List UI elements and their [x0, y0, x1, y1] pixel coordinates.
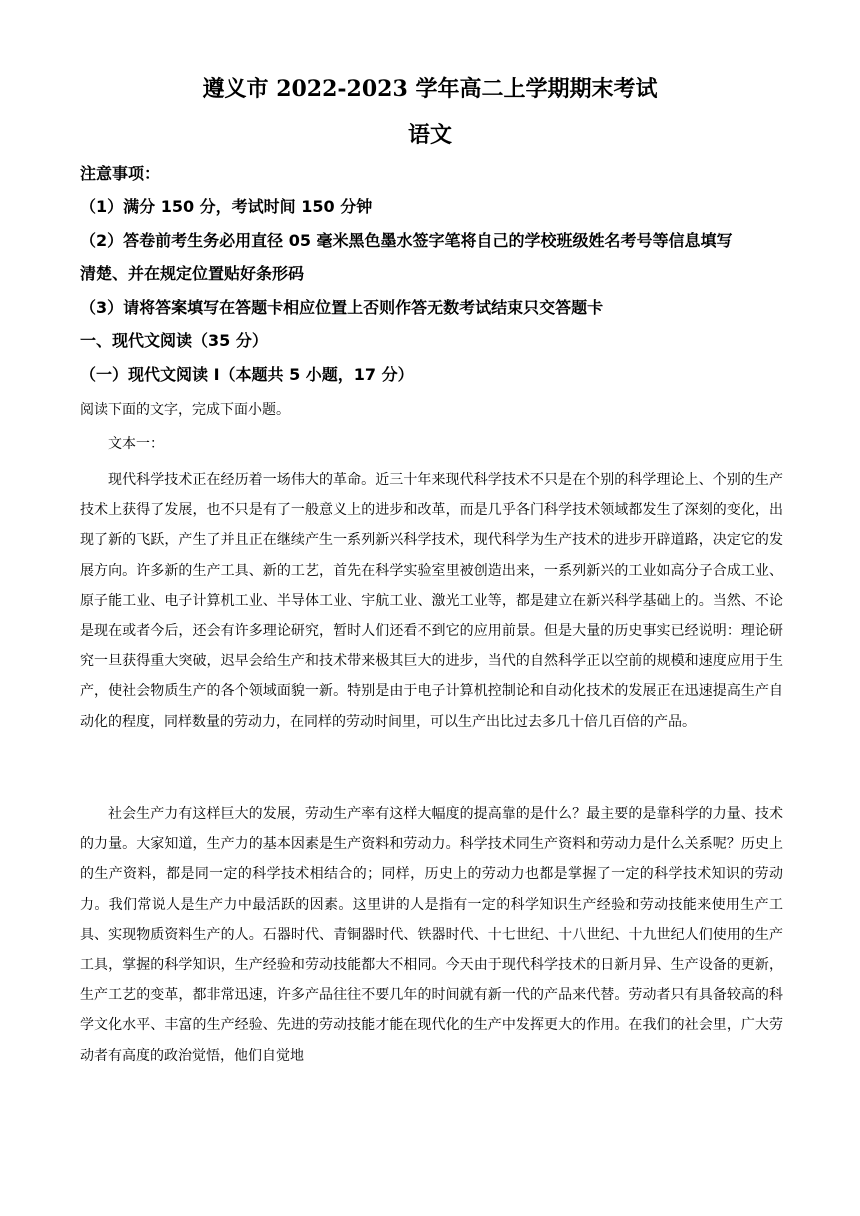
section-subheading: （一）现代文阅读 I（本题共 5 小题，17 分） — [80, 365, 414, 384]
section-heading: 一、现代文阅读（35 分） — [80, 331, 268, 350]
text-label: 文本一： — [108, 436, 164, 452]
reading-instruction: 阅读下面的文字，完成下面小题。 — [80, 402, 290, 418]
notice-item-2-continued: 清楚、并在规定位置贴好条形码 — [80, 264, 305, 283]
notice-item-1: （1）满分 150 分，考试时间 150 分钟 — [80, 197, 373, 216]
exam-title: 遵义市 2022-2023 学年高二上学期期末考试 — [202, 76, 658, 102]
notice-item-3: （3）请将答案填写在答题卡相应位置上否则作答无数考试结束只交答题卡 — [80, 298, 604, 317]
subject-title: 语文 — [407, 122, 452, 148]
passage-paragraph-1: 现代科学技术正在经历着一场伟大的革命。近三十年来现代科学技术不只是在个别的科学理论上、个别的生产技术上获得了发展，也不只是有了一般意义上的进步和改革，而是几乎各门科学技术领域都发生了深刻的变化，出现了新的飞跃，产生了并且正在继续产生一系列新兴科学技术，现代科学为生产技术的进步开辟道路，决定它的发展方向。许多新的生产工具、新的工艺，首先在科学实验室里被创造出来，一系列新兴的工业如高分子合成工业、原子能工业、电子计算机工业、半导体工业、宇航工业、激光工业等，都是建立在新兴科学基础上的。当然、不论是现在或者今后，还会有许多理论研究，暂时人们还看不到它的应用前景。但是大量的历史事实已经说明：理论研究一旦获得重大突破，迟早会给生产和技术带来极其巨大的进步，当代的自然科学正以空前的规模和速度应用于生产，使社会物质生产的各个领域面貌一新。特别是由于电子计算机控制论和自动化技术的发展正在迅速提高生产自动化的程度，同样数量的劳动力，在同样的劳动时间里，可以生产出比过去多几十倍几百倍的产品。 — [80, 472, 783, 730]
passage-paragraph-2: 社会生产力有这样巨大的发展，劳动生产率有这样大幅度的提高靠的是什么？最主要的是靠科学的力量、技术的力量。大家知道，生产力的基本因素是生产资料和劳动力。科学技术同生产资料和劳动力是什么关系呢？历史上的生产资料，都是同一定的科学技术相结合的；同样，历史上的劳动力也都是掌握了一定的科学技术知识的劳动力。我们常说人是生产力中最活跃的因素。这里讲的人是指有一定的科学知识生产经验和劳动技能来使用生产工具、实现物质资料生产的人。石器时代、青铜器时代、铁器时代、十七世纪、十八世纪、十九世纪人们使用的生产工具，掌握的科学知识，生产经验和劳动技能都大不相同。今天由于现代科学技术的日新月异、生产设备的更新，生产工艺的变革，都非常迅速，许多产品往往不要几年的时间就有新一代的产品来代替。劳动者只有具备较高的科学文化水平、丰富的生产经验、先进的劳动技能才能在现代化的生产中发挥更大的作用。在我们的社会里，广大劳动者有高度的政治觉悟，他们自觉地 — [80, 806, 783, 1064]
notice-item-2: （2）答卷前考生务必用直径 05 毫米黑色墨水签字笔将自己的学校班级姓名考号等信息填写 — [80, 231, 733, 250]
notice-heading: 注意事项： — [80, 164, 161, 183]
